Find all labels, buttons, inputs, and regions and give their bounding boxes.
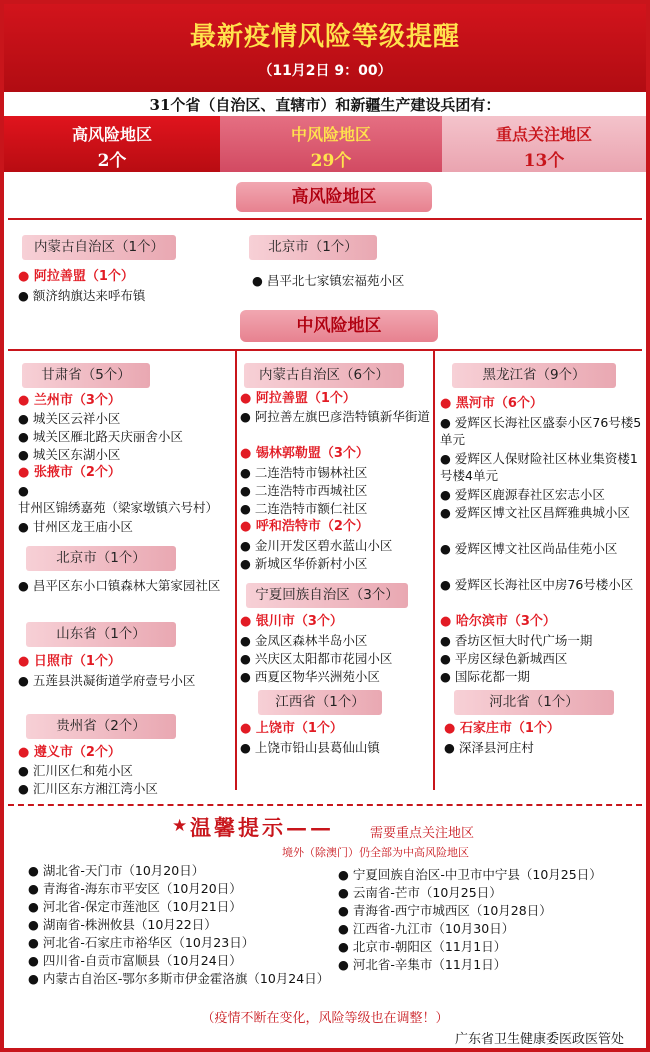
list-item: ● 青海省-海东市平安区（10月20日） xyxy=(28,881,242,896)
city-label: ● 阿拉善盟（1个） xyxy=(18,269,134,284)
province-tab: 宁夏回族自治区（3个） xyxy=(246,583,408,608)
list-item: ● 河北省-辛集市（11月1日） xyxy=(338,957,507,972)
list-item: ● 爱辉区长海社区中房76号楼小区 xyxy=(440,577,634,592)
list-item: ● 阿拉善左旗巴彦浩特镇新华街道 xyxy=(240,409,430,424)
list-item: ● 甘州区龙王庙小区 xyxy=(18,519,133,534)
list-item: ● 额济纳旗达来呼布镇 xyxy=(18,288,146,303)
city-label: ● 阿拉善盟（1个） xyxy=(240,391,356,406)
list-item: ● 江西省-九江市（10月30日） xyxy=(338,921,515,936)
list-item: ● 西夏区物华兴洲苑小区 xyxy=(240,669,380,684)
page-subtitle: （11月2日 9：00） xyxy=(258,63,392,79)
section-mid-title: 中风险地区 xyxy=(240,310,438,342)
list-item: ● 兴庆区太阳都市花园小区 xyxy=(240,651,393,666)
province-tab: 甘肃省（5个） xyxy=(22,363,150,388)
summary-mid xyxy=(220,116,442,172)
list-item: ● 青海省-西宁市城西区（10月28日） xyxy=(338,903,552,918)
city-label: ● 锡林郭勒盟（3个） xyxy=(240,446,369,461)
city-label: ● 遵义市（2个） xyxy=(18,745,121,760)
list-item: ● 河北省-保定市莲池区（10月21日） xyxy=(28,899,242,914)
province-tab: 山东省（1个） xyxy=(26,622,176,647)
tips-subtitle: 需要重点关注地区 xyxy=(370,826,475,841)
list-item: ● 新城区华侨新村小区 xyxy=(240,556,368,571)
province-tab: 北京市（1个） xyxy=(249,235,377,260)
summary-mid-count: 29个 xyxy=(310,151,352,171)
city-label: ● 黑河市（6个） xyxy=(440,396,543,411)
list-item: ● 深泽县河庄村 xyxy=(444,740,534,755)
city-label: ● 呼和浩特市（2个） xyxy=(240,519,369,534)
list-item: ● 爱辉区博文社区尚品佳苑小区 xyxy=(440,541,618,556)
list-item: ● 城关区云祥小区 xyxy=(18,411,121,426)
city-label: ● 哈尔滨市（3个） xyxy=(440,614,556,629)
summary-high xyxy=(4,116,220,172)
city-label: ● 上饶市（1个） xyxy=(240,721,343,736)
province-tab: 河北省（1个） xyxy=(454,690,614,715)
footer-org: 广东省卫生健康委医政医管处 xyxy=(454,1032,624,1047)
summary-mid-label: 中风险地区 xyxy=(290,125,371,144)
tips-title: 温馨提示—— xyxy=(190,815,334,840)
list-item: ● 昌平区东小口镇森林大第家园社区 xyxy=(18,578,221,593)
list-item: ● 汇川区东方湘江湾小区 xyxy=(18,781,158,796)
list-item: ● 二连浩特市西城社区 xyxy=(240,483,368,498)
province-tab: 内蒙古自治区（6个） xyxy=(244,363,404,388)
province-tab: 贵州省（2个） xyxy=(26,714,176,739)
list-item: ● 城关区雁北路天庆丽舍小区 xyxy=(18,429,183,444)
divider xyxy=(8,804,642,806)
list-item: ● 爱辉区博文社区昌辉雅典城小区 xyxy=(440,505,630,520)
list-item: ● 城关区东湖小区 xyxy=(18,447,121,462)
list-item: ● 湖南省-株洲攸县（10月22日） xyxy=(28,917,217,932)
header-banner xyxy=(4,4,646,92)
list-item: ● 平房区绿色新城西区 xyxy=(440,651,568,666)
city-label: ● 日照市（1个） xyxy=(18,654,121,669)
list-item: ● 四川省-自贡市富顺县（10月24日） xyxy=(28,953,242,968)
list-item: ● 汇川区仁和苑小区 xyxy=(18,763,133,778)
list-item: ● 河北省-石家庄市裕华区（10月23日） xyxy=(28,935,255,950)
list-item: ● 爱辉区鹿源春社区宏志小区 xyxy=(440,487,605,502)
summary-focus xyxy=(442,116,646,172)
star-icon: ★ xyxy=(172,816,188,836)
list-item: ● 二连浩特市额仁社区 xyxy=(240,501,368,516)
column-divider xyxy=(433,350,435,790)
list-item: ● 香坊区恒大时代广场一期 xyxy=(440,633,593,648)
province-tab: 黑龙江省（9个） xyxy=(452,363,616,388)
list-item: ● 北京市-朝阳区（11月1日） xyxy=(338,939,507,954)
city-label: ● 石家庄市（1个） xyxy=(444,721,560,736)
summary-focus-count: 13个 xyxy=(523,151,565,171)
province-tab: 江西省（1个） xyxy=(258,690,382,715)
list-item: ● 上饶市铅山县葛仙山镇 xyxy=(240,740,380,755)
tips-note: 境外（除澳门）仍全部为中高风险地区 xyxy=(282,846,469,859)
list-item: ● 甘州区锦绣嘉苑（梁家墩镇六号村） xyxy=(18,483,219,515)
city-label: ● 兰州市（3个） xyxy=(18,393,121,408)
section-high-title: 高风险地区 xyxy=(236,182,432,212)
divider xyxy=(8,349,642,351)
divider xyxy=(8,218,642,220)
page-title: 最新疫情风险等级提醒 xyxy=(189,22,460,52)
footer-note: （疫情不断在变化，风险等级也在调整！） xyxy=(201,1011,449,1026)
summary-focus-label: 重点关注地区 xyxy=(495,125,592,144)
list-item: ● 金川开发区碧水蓝山小区 xyxy=(240,538,393,553)
list-item: ● 昌平北七家镇宏福苑小区 xyxy=(252,273,405,288)
list-item: ● 爱辉区长海社区盛泰小区76号楼5单元 xyxy=(440,415,642,447)
list-item: ● 湖北省-天门市（10月20日） xyxy=(28,863,205,878)
intro-text: 31个省（自治区、直辖市）和新疆生产建设兵团有： xyxy=(149,96,501,114)
province-tab: 内蒙古自治区（1个） xyxy=(22,235,176,260)
city-label: ● 张掖市（2个） xyxy=(18,465,121,480)
list-item: ● 内蒙古自治区-鄂尔多斯市伊金霍洛旗（10月24日） xyxy=(28,971,330,986)
summary-high-count: 2个 xyxy=(97,151,127,171)
list-item: ● 云南省-芒市（10月25日） xyxy=(338,885,502,900)
list-item: ● 金凤区森林半岛小区 xyxy=(240,633,368,648)
column-divider xyxy=(235,350,237,790)
summary-high-label: 高风险地区 xyxy=(71,125,152,144)
city-label: ● 银川市（3个） xyxy=(240,614,343,629)
list-item: ● 五莲县洪凝街道学府壹号小区 xyxy=(18,673,196,688)
list-item: ● 二连浩特市锡林社区 xyxy=(240,465,368,480)
list-item: ● 国际花都一期 xyxy=(440,669,530,684)
province-tab: 北京市（1个） xyxy=(26,546,176,571)
list-item: ● 爱辉区人保财险社区林业集资楼1号楼4单元 xyxy=(440,451,638,483)
list-item: ● 宁夏回族自治区-中卫市中宁县（10月25日） xyxy=(338,867,602,882)
